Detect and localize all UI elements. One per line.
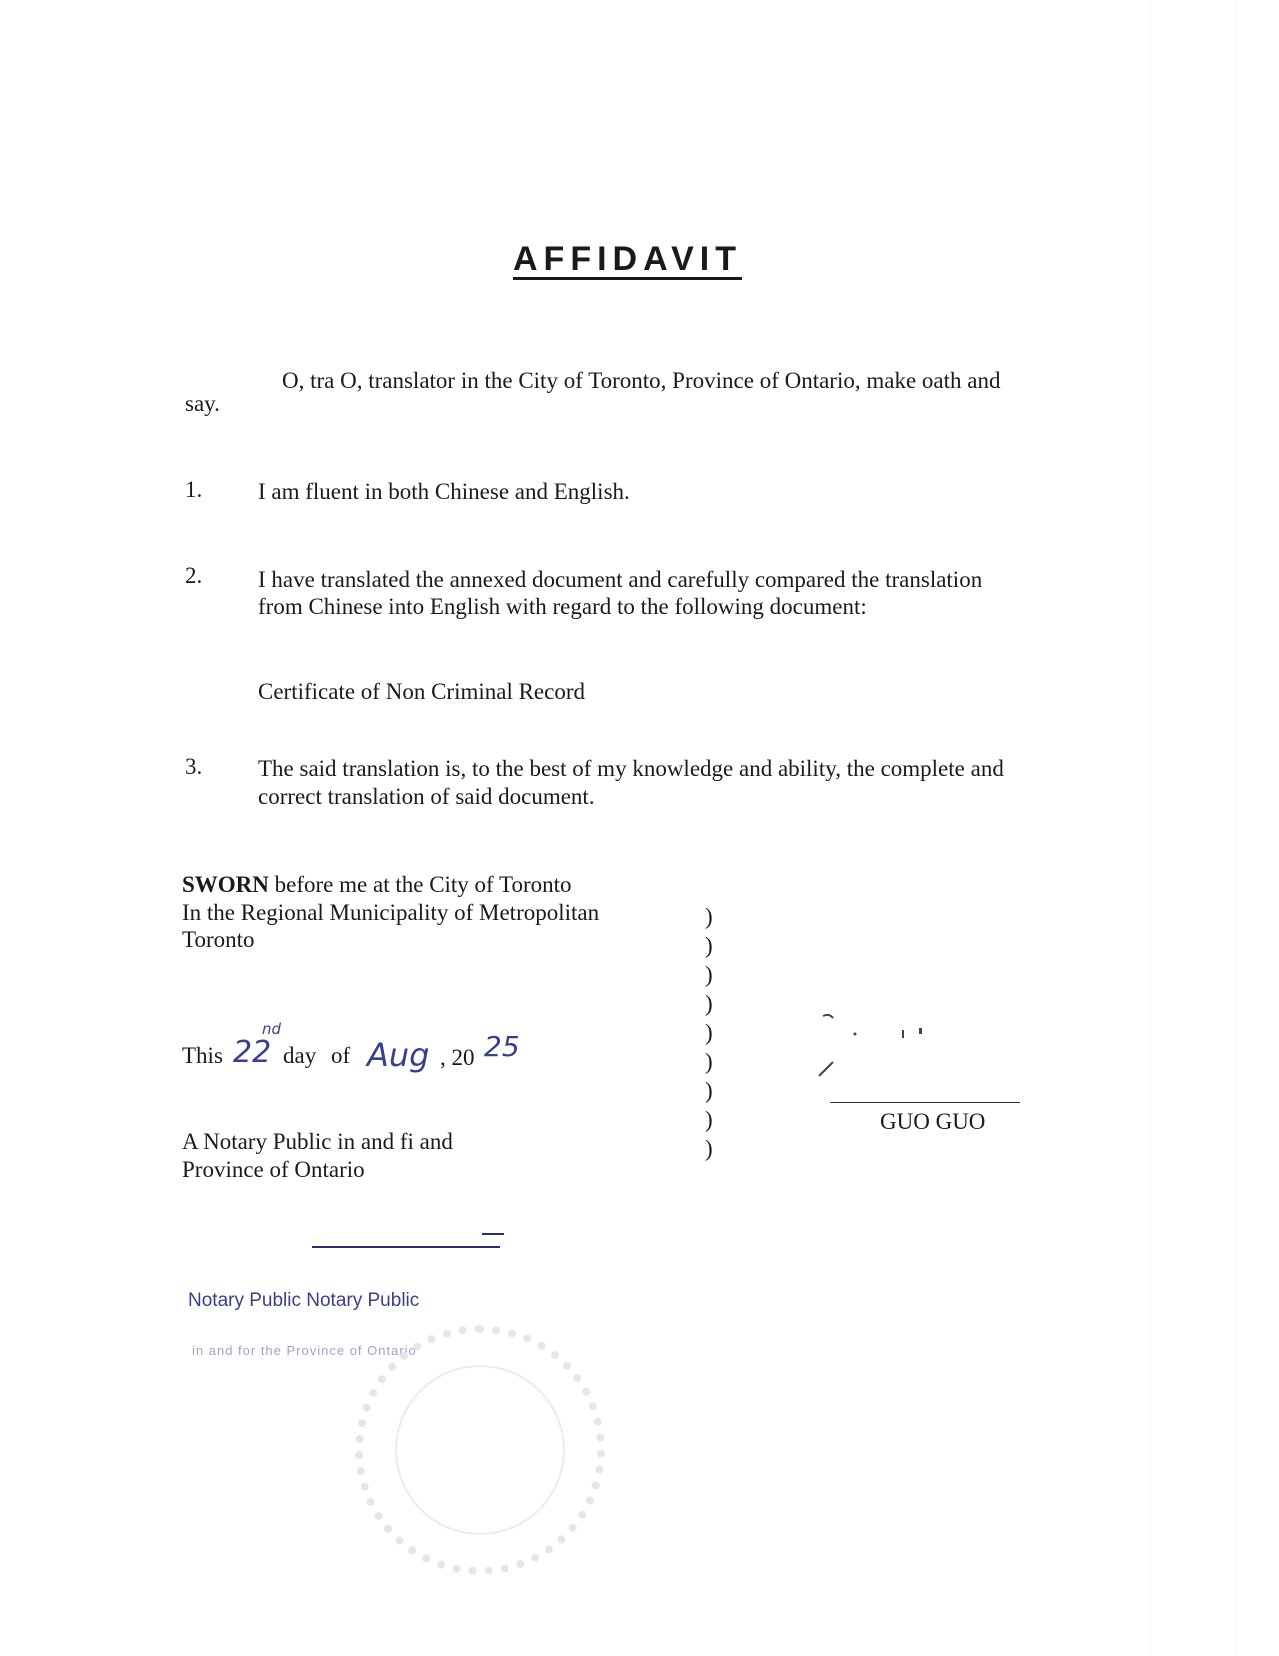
date-day-word: day — [283, 1043, 317, 1068]
bracket-paren: ) — [705, 1020, 713, 1045]
document-name: Certificate of Non Criminal Record — [258, 679, 586, 704]
item-text: correct translation of said document. — [258, 784, 595, 809]
intro-line-2: say. — [185, 391, 220, 416]
jurat-line-1-rest: before me at the City of Toronto — [268, 872, 572, 897]
bracket-paren: ) — [705, 933, 713, 958]
date-year-handwritten: 25 — [484, 1030, 520, 1063]
date-year-prefix: , 20 — [440, 1045, 475, 1070]
date-day-suffix-handwritten: nd — [262, 1020, 282, 1038]
notary-stamp-line-1: Notary Public Notary Public — [188, 1290, 420, 1311]
item-text: The said translation is, to the best of my knowledge and ability, the complete and — [258, 756, 1004, 781]
date-of: of — [331, 1043, 351, 1068]
bracket-paren: ) — [705, 904, 713, 929]
jurat-line-2: In the Regional Municipality of Metropolitan — [182, 900, 600, 925]
notary-line-2: Province of Ontario — [182, 1157, 365, 1182]
item-text: I am fluent in both Chinese and English. — [258, 479, 630, 504]
sworn-word: SWORN — [182, 872, 269, 897]
intro-line-1: O, tra O, translator in the City of Toronto, Province of Ontario, make oath and — [282, 368, 1001, 393]
scan-artifact — [1150, 0, 1151, 1656]
jurat-line-1 — [182, 871, 572, 898]
signature-scribble — [815, 1010, 935, 1080]
embossed-seal-inner-ring — [395, 1365, 565, 1535]
notary-line-1: A Notary Public in and fi and — [182, 1129, 453, 1154]
bracket-paren: ) — [705, 1049, 713, 1074]
signatory-name: GUO GUO — [880, 1109, 986, 1134]
notary-stamp-line-2: in and for the Province of Ontario — [192, 1343, 417, 1358]
scan-artifact — [1235, 0, 1236, 1656]
date-month-handwritten: Aug — [367, 1036, 430, 1074]
item-text: from Chinese into English with regard to the following document: — [258, 594, 867, 619]
item-number: 2. — [185, 563, 203, 588]
bracket-paren: ) — [705, 1107, 713, 1132]
notary-signature-mark — [482, 1233, 504, 1235]
document-title: AFFIDAVIT — [513, 240, 743, 278]
item-number: 3. — [185, 754, 203, 779]
item-text: I have translated the annexed document and carefully compared the translation — [258, 567, 983, 592]
signature-line — [830, 1102, 1020, 1103]
bracket-paren: ) — [705, 962, 713, 987]
bracket-paren: ) — [705, 1136, 713, 1161]
bracket-paren: ) — [705, 991, 713, 1016]
jurat-line-3: Toronto — [182, 927, 255, 952]
bracket-paren: ) — [705, 1078, 713, 1103]
item-number: 1. — [185, 477, 203, 502]
notary-signature-line — [312, 1246, 500, 1248]
date-this: This — [182, 1043, 223, 1068]
date-day-handwritten: 22 — [233, 1035, 272, 1070]
